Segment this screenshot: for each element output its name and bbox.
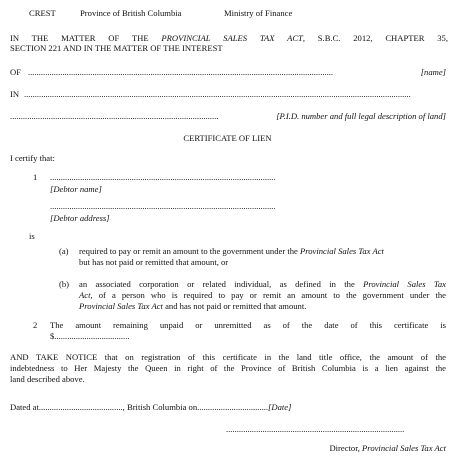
amount-field: $................................... <box>50 331 130 341</box>
pid-hint: [P.I.D. number and full legal description of land] <box>276 111 446 121</box>
is-word: is <box>29 231 35 241</box>
notice-line-2: indebtedness to Her Majesty the Queen in right of the Province of British Columbia is a lien against the <box>10 363 446 373</box>
of-name-field: .............................................................................................................................................. <box>28 67 334 77</box>
ministry-label: Ministry of Finance <box>224 8 293 18</box>
clause-a-line-1: required to pay or remit an amount to the government under the Provincial Sales Tax Act <box>79 246 384 256</box>
clause-b-line-3: Provincial Sales Tax Act and has not paid or remitted that amount. <box>79 301 307 311</box>
certify-text: I certify that: <box>10 153 55 163</box>
debtor-address-field: ......................................................................................................... <box>50 201 276 211</box>
item-1-number: 1 <box>33 172 38 182</box>
certificate-title: CERTIFICATE OF LIEN <box>183 133 272 143</box>
notice-line-3: land described above. <box>10 374 85 384</box>
signature-field: ................................................................................... <box>226 424 405 434</box>
crest-label: CREST <box>29 8 56 18</box>
matter-line-1: IN THE MATTER OF THE PROVINCIAL SALES TAX ACT, S.B.C. 2012, CHAPTER 35, <box>10 33 448 43</box>
in-land-field: .................................................................................................................................................................................... <box>24 89 411 99</box>
pid-field: ................................................................................................. <box>10 111 219 121</box>
of-label: OF <box>10 67 21 77</box>
matter-line-2: SECTION 221 AND IN THE MATTER OF THE INTEREST <box>10 43 223 53</box>
province-label: Province of British Columbia <box>80 8 182 18</box>
dated-line <box>10 402 291 412</box>
date-hint: [Date] <box>268 402 292 412</box>
in-label: IN <box>10 89 20 99</box>
notice-line-1: AND TAKE NOTICE that on registration of this certificate in the land title office, the amount of the <box>10 352 446 362</box>
dated-date-field: British Columbia on................................. <box>124 402 269 412</box>
debtor-name-hint: [Debtor name] <box>50 184 102 194</box>
clause-b-line-1: an associated corporation or related individual, as defined in the Provincial Sales Tax <box>79 279 446 289</box>
clause-a-line-2: but has not paid or remitted that amount, or <box>79 257 229 267</box>
clause-b-line-2: Act, of a person who is required to pay or remit an amount to the government under the <box>79 290 446 300</box>
name-hint: [name] <box>420 67 446 77</box>
director-title: Director, Provincial Sales Tax Act <box>329 443 446 453</box>
item-2-number: 2 <box>33 320 38 330</box>
debtor-name-field: ......................................................................................................... <box>50 172 276 182</box>
debtor-address-hint: [Debtor address] <box>50 213 110 223</box>
dated-place-field: Dated at......................................., <box>10 402 125 412</box>
clause-a-label: (a) <box>59 246 69 256</box>
item-2-line-1: The amount remaining unpaid or unremitted as of the date of this certificate is <box>50 320 446 330</box>
clause-b-label: (b) <box>59 279 70 289</box>
